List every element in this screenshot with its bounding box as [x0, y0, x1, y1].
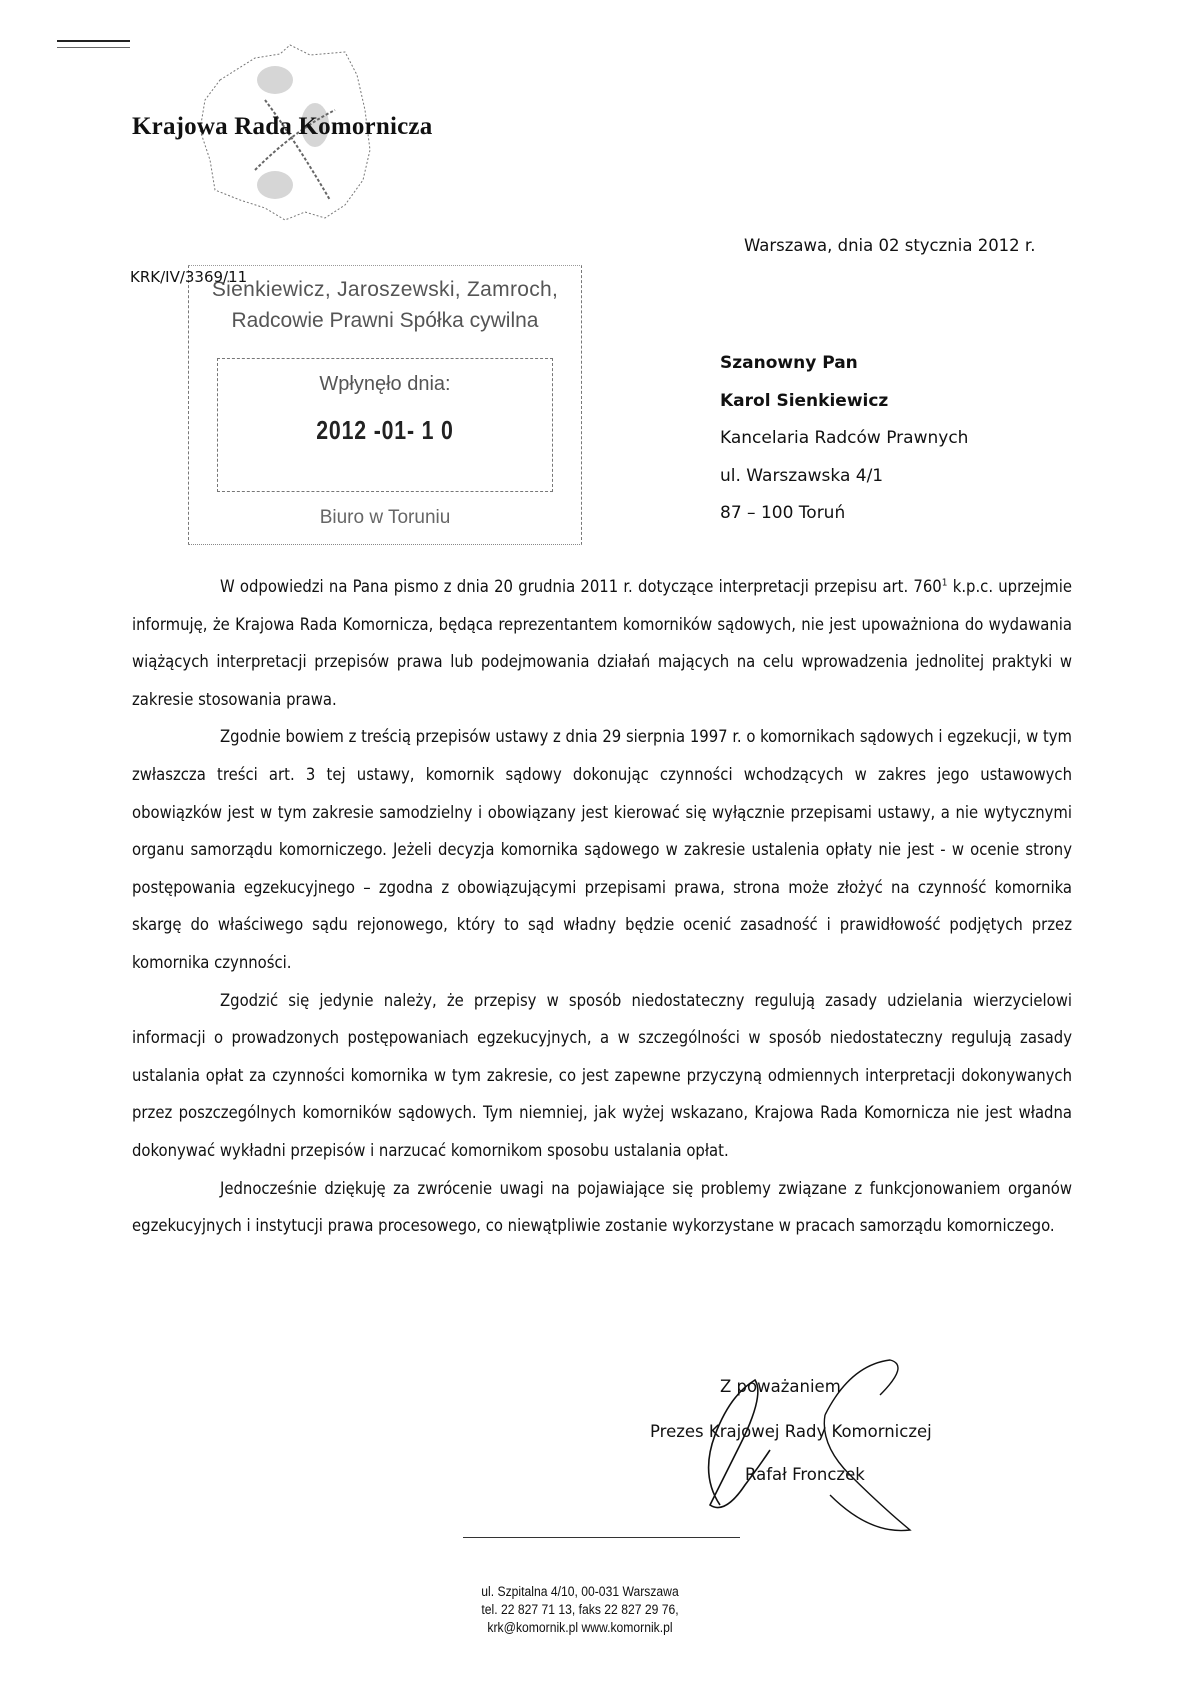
addressee-city: 87 – 100 Toruń	[720, 503, 846, 523]
body-text-span: W odpowiedzi na Pana pismo z dnia 20 grudnia 2011 r. dotyczące interpretacji przepisu art. 760	[220, 577, 942, 596]
footer-web: krk@komornik.pl www.komornik.pl	[487, 1620, 673, 1635]
footer-phones: tel. 22 827 71 13, faks 22 827 29 76,	[481, 1602, 679, 1617]
addressee-firm: Kancelaria Radców Prawnych	[720, 428, 969, 448]
reference-number: KRK/IV/3369/11	[130, 268, 248, 286]
stamp-received-date: 2012 -01- 1 0	[316, 415, 454, 445]
stamp-office: Biuro w Toruniu	[319, 507, 451, 528]
signer-name: Rafał Fronczek	[745, 1465, 865, 1484]
stamp-received-label: Wpłynęło dnia:	[319, 373, 451, 395]
letter-body	[132, 568, 1072, 1245]
stamp-firm-line1: Sienkiewicz, Jaroszewski, Zamroch,	[211, 278, 559, 301]
body-paragraph: Zgodnie bowiem z treścią przepisów ustawy z dnia 29 sierpnia 1997 r. o komornikach sądowych i egzekucji, w tym zwłaszcza treści art. 3 tej ustawy, komornik sądowy dokonując czynności wchodzących w zakres jego ustawowych obowiązków jest w tym zakresie samodzielny i obowiązany jest kierować się wyłącznie przepisami ustawy, a nie wytycznymi organu samorządu komorniczego. Jeżeli decyzja komornika sądowego w zakresie ustalenia opłaty nie jest - w ocenie strony postępowania egzekucyjnego – zgodna z obowiązującymi przepisami prawa, strona może złożyć na czynność komornika skargę do właściwego sądu rejonowego, który to sąd władny będzie ocenić zasadność i prawidłowość podjętych przez komornika czynności.	[132, 727, 1072, 972]
received-stamp	[188, 265, 582, 545]
footer-address: ul. Szpitalna 4/10, 00-031 Warszawa	[481, 1584, 679, 1599]
superscript: 1	[941, 577, 948, 589]
closing-phrase: Z poważaniem	[720, 1377, 841, 1396]
footer-divider	[463, 1537, 740, 1538]
organization-name: Krajowa Rada Komornicza	[132, 113, 433, 140]
scan-mark	[57, 40, 130, 48]
footer-contact	[436, 1583, 724, 1637]
place-date: Warszawa, dnia 02 stycznia 2012 r.	[744, 236, 1036, 255]
body-paragraph: Jednocześnie dziękuję za zwrócenie uwagi na pojawiające się problemy związane z funkcjonowaniem organów egzekucyjnych i instytucji prawa procesowego, co niewątpliwie zostanie wykorzystane w pracach samorządu komorniczego.	[132, 1178, 1072, 1236]
stamp-firm-line2: Radcowie Prawni Spółka cywilna	[231, 309, 539, 332]
signer-title: Prezes Krajowej Rady Komorniczej	[650, 1422, 932, 1441]
addressee-name: Karol Sienkiewicz	[720, 390, 889, 411]
stamp-date-box	[217, 358, 553, 492]
addressee-salutation: Szanowny Pan	[720, 353, 858, 373]
body-text-span: k.p.c. uprzejmie informuję, że Krajowa Rada Komornicza, będąca reprezentantem komorników sądowych, nie jest upoważniona do wydawania wiążących interpretacji przepisów prawa lub podejmowania działań mających na celu wprowadzenia jednolitej praktyki w zakresie stosowania prawa.	[132, 577, 1072, 709]
addressee-street: ul. Warszawska 4/1	[720, 465, 884, 486]
addressee-block	[720, 345, 968, 533]
body-paragraph	[132, 568, 1072, 718]
body-paragraph: Zgodzić się jedynie należy, że przepisy w sposób niedostateczny regulują zasady udzielania wierzycielowi informacji o prowadzonych postępowaniach egzekucyjnych, a w szczególności w sposób niedostateczny regulują zasady ustalania opłat za czynności komornika w tym zakresie, co jest zapewne przyczyną odmiennych interpretacji dokonywanych przez poszczególnych komorników sądowych. Tym niemniej, jak wyżej wskazano, Krajowa Rada Komornicza nie jest władna dokonywać wykładni przepisów i narzucać komornikom sposobu ustalania opłat.	[132, 990, 1072, 1160]
